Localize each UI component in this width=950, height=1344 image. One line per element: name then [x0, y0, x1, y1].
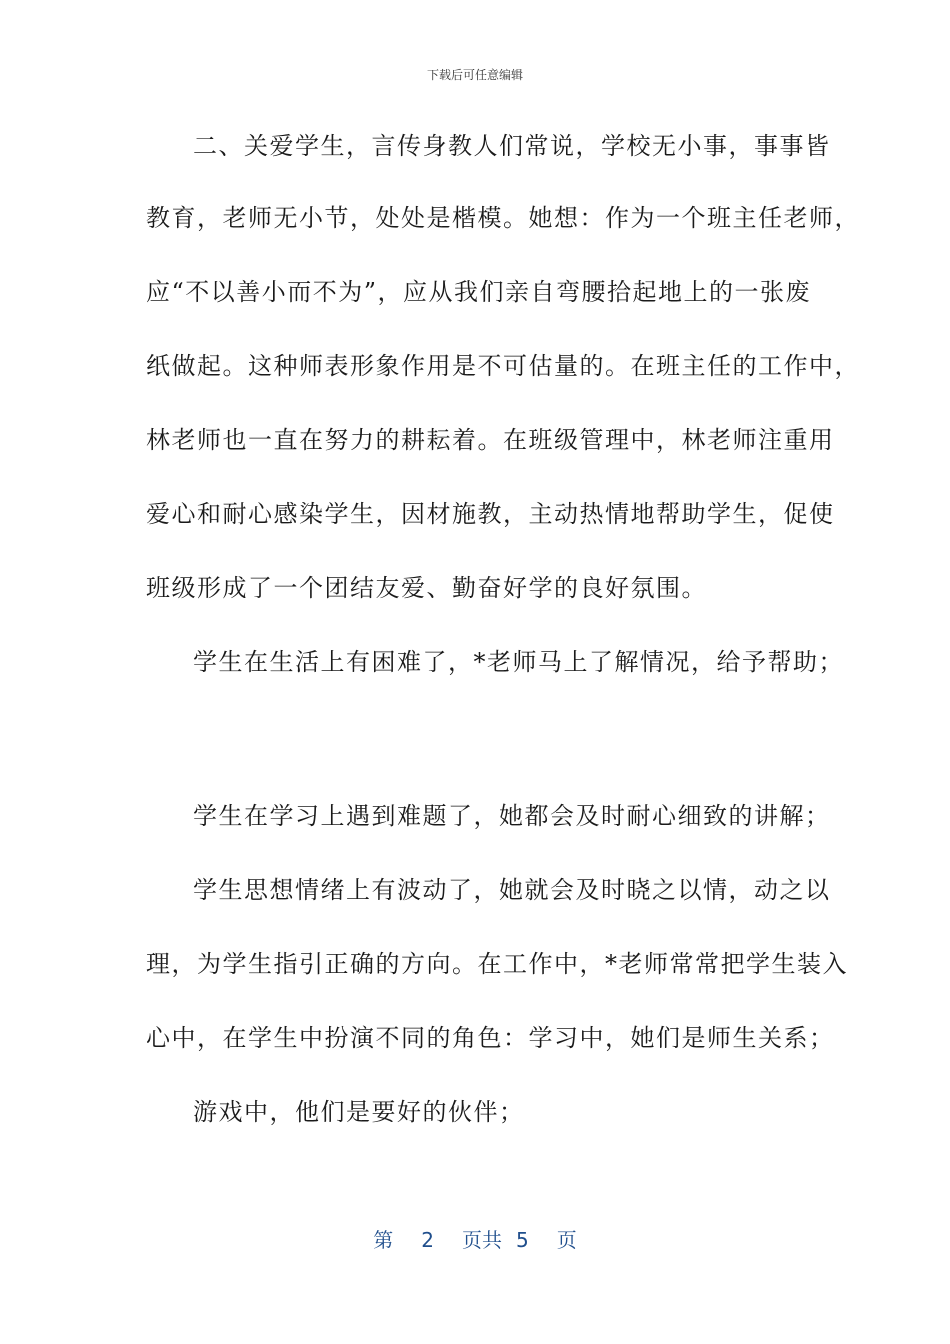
- page-footer: [0, 1224, 950, 1253]
- text-line: 学生思想情绪上有波动了，她就会及时晓之以情，动之以: [193, 876, 831, 904]
- text-line: 爱心和耐心感染学生，因材施教，主动热情地帮助学生，促使: [146, 500, 835, 528]
- footer-total-pages: 5: [516, 1228, 529, 1252]
- text-line: 林老师也一直在努力的耕耘着。在班级管理中，林老师注重用: [146, 426, 835, 454]
- text-line: 学生在生活上有困难了，*老师马上了解情况，给予帮助；: [193, 648, 844, 676]
- text-line: 纸做起。这种师表形象作用是不可估量的。在班主任的工作中，: [146, 352, 860, 380]
- text-line: 教育，老师无小节，处处是楷模。她想：作为一个班主任老师，: [146, 204, 860, 232]
- text-line: 班级形成了一个团结友爱、勤奋好学的良好氛围。: [146, 574, 707, 602]
- text-line: 理，为学生指引正确的方向。在工作中，*老师常常把学生装入: [146, 950, 848, 978]
- footer-current-page: 2: [421, 1228, 434, 1252]
- footer-prefix: 第: [373, 1228, 394, 1252]
- footer-suffix: 页: [556, 1228, 577, 1252]
- text-line: 游戏中，他们是要好的伙伴；: [193, 1098, 525, 1126]
- page-header: 下载后可任意编辑: [426, 68, 523, 82]
- text-line: 二、关爱学生，言传身教人们常说，学校无小事，事事皆: [193, 132, 831, 160]
- footer-middle: 页共: [462, 1228, 502, 1252]
- text-line: 学生在学习上遇到难题了，她都会及时耐心细致的讲解；: [193, 802, 831, 830]
- text-line: 心中，在学生中扮演不同的角色：学习中，她们是师生关系；: [146, 1024, 835, 1052]
- text-line: 应“不以善小而不为”，应从我们亲自弯腰拾起地上的一张废: [146, 278, 812, 306]
